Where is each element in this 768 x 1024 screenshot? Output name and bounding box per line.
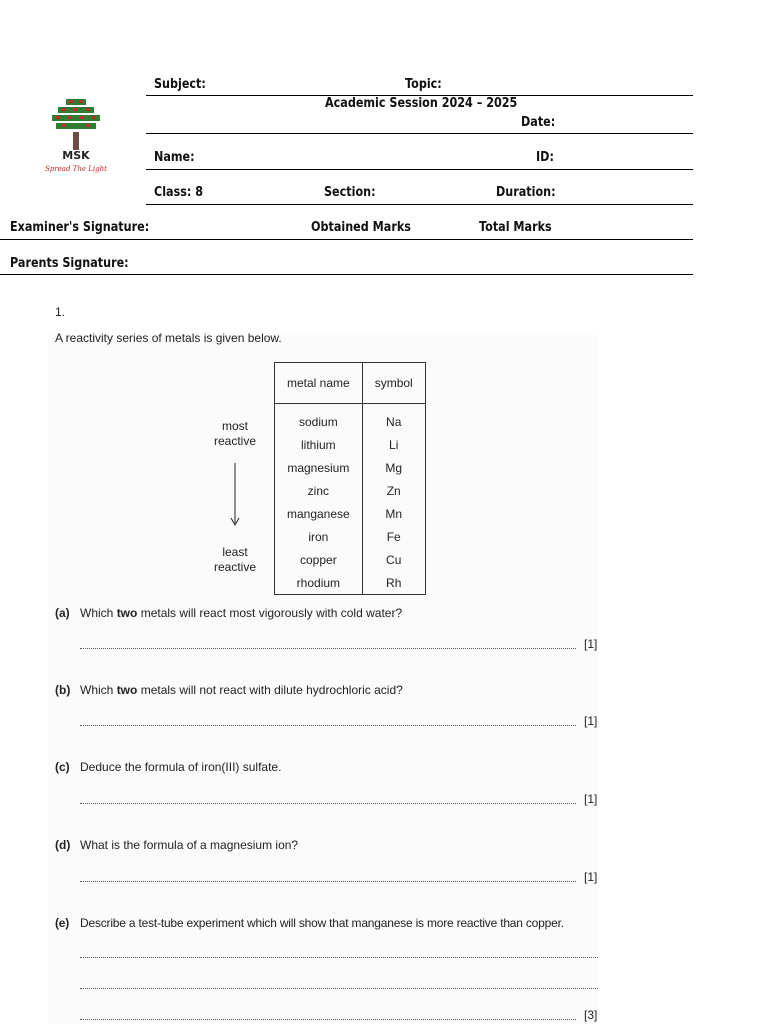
metal-symbol: Mn [362,502,425,525]
answer-line[interactable] [80,881,576,882]
part-text: Which [80,683,117,697]
metal-name: manganese [275,502,363,525]
date-label: Date: [521,115,556,130]
header-rule [146,204,693,205]
metal-name: iron [275,525,363,548]
header-rule [146,133,693,134]
metal-symbol: Cu [362,548,425,571]
marks-label: [1] [584,792,598,806]
school-logo [36,96,116,176]
answer-line[interactable] [80,988,598,989]
answer-line[interactable] [80,1019,576,1020]
metal-name: lithium [275,433,363,456]
metal-symbol: Rh [362,571,425,595]
down-arrow-icon [230,463,240,527]
topic-label: Topic: [405,77,442,92]
table-row [275,525,426,548]
part-text: metals will react most vigorously with cold water? [137,606,403,620]
metal-symbol: Li [362,433,425,456]
name-label: Name: [154,150,195,165]
table-row [275,456,426,479]
parents-signature-label: Parents Signature: [10,256,129,271]
class-label: Class: 8 [154,185,204,200]
header-rule [146,169,693,170]
logo-tagline: Spread The Light [45,165,107,173]
part-a-question [55,606,402,620]
table-row [275,502,426,525]
metal-name: magnesium [275,456,363,479]
table-row [275,548,426,571]
answer-line[interactable] [80,648,576,649]
metal-name: sodium [275,404,363,434]
table-row [275,571,426,595]
part-text: Describe a test-tube experiment which will show that manganese is more reactive than copper. [80,916,564,930]
answer-line[interactable] [80,957,598,958]
logo-name: MSK [62,149,90,162]
metal-symbol: Na [362,404,425,434]
session-label: Academic Session 2024 – 2025 [325,96,518,111]
part-d-question [55,838,298,852]
obtained-marks-label: Obtained Marks [311,220,411,235]
reactivity-table [274,362,426,595]
duration-label: Duration: [496,185,556,200]
part-text: What is the formula of a magnesium ion? [80,838,299,852]
header-rule [0,274,693,275]
tree-icon [36,96,116,176]
table-row [275,479,426,502]
table-header-symbol: symbol [362,363,425,404]
most-reactive-label [208,419,262,449]
part-emphasis: two [116,606,138,620]
part-label: (e) [55,916,70,930]
answer-line[interactable] [80,725,576,726]
least-reactive-text: least reactive [213,545,257,574]
question-number: 1. [55,305,66,319]
metal-name: rhodium [275,571,363,595]
table-row [275,433,426,456]
total-marks-label: Total Marks [479,220,552,235]
part-label: (a) [55,606,70,620]
table-row [275,404,426,434]
part-text: Which [80,606,117,620]
marks-label: [1] [584,714,598,728]
metal-symbol: Fe [362,525,425,548]
marks-label: [1] [584,637,598,651]
part-label: (b) [55,683,71,697]
metal-name: zinc [275,479,363,502]
section-label: Section: [324,185,376,200]
answer-line[interactable] [80,803,576,804]
part-label: (d) [55,838,71,852]
part-text: Deduce the formula of iron(III) sulfate. [80,760,282,774]
id-label: ID: [536,150,554,165]
least-reactive-label [208,545,262,575]
examiner-signature-label: Examiner's Signature: [10,220,150,235]
metal-symbol: Mg [362,456,425,479]
question-intro: A reactivity series of metals is given below. [55,331,282,345]
part-label: (c) [55,760,70,774]
table-header-metal: metal name [275,363,363,404]
part-b-question [55,683,403,697]
part-c-question [55,760,281,774]
most-reactive-text: most reactive [213,419,257,448]
part-text: metals will not react with dilute hydrochloric acid? [137,683,403,697]
header-rule [0,239,693,240]
metal-symbol: Zn [362,479,425,502]
part-e-question [55,916,564,930]
marks-label: [3] [584,1008,598,1022]
subject-label: Subject: [154,77,206,92]
marks-label: [1] [584,870,598,884]
metal-name: copper [275,548,363,571]
part-emphasis: two [116,683,138,697]
